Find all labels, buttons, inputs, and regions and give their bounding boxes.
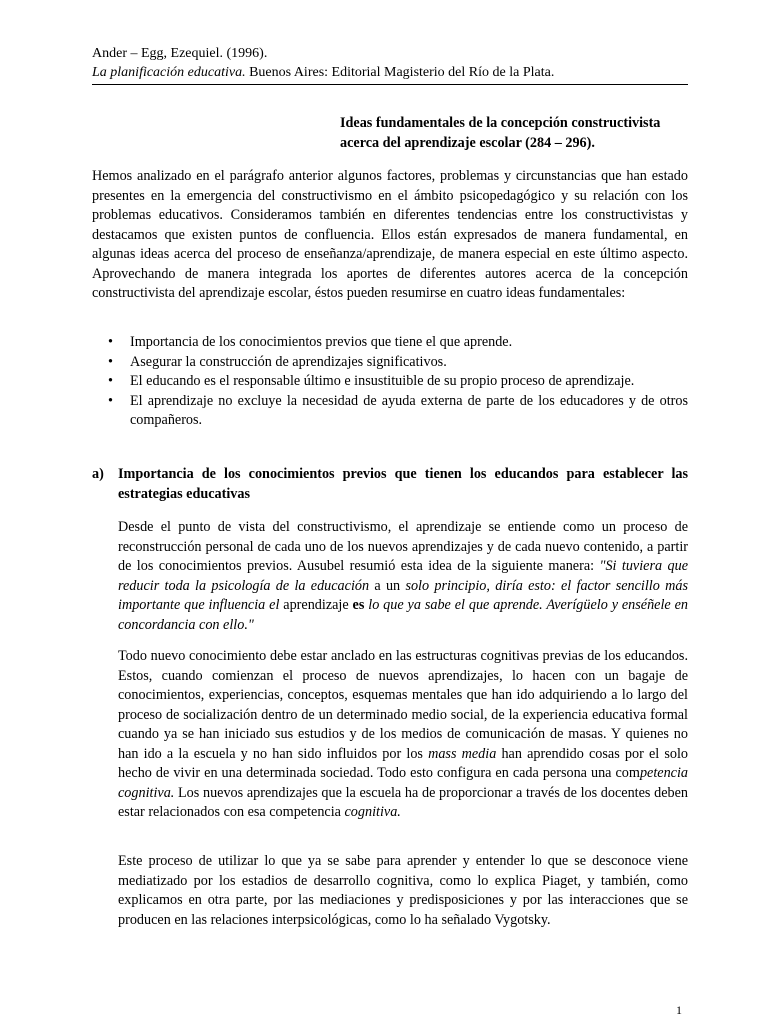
quote-text-plain: aprendizaje [279,597,353,613]
paragraph-text: Desde el punto de vista del constructivismo, el aprendizaje se entiende como un proceso de reconstrucción personal de cada uno de los nuevos aprendizajes y de cada nuevo contenido, a partir de los conocimientos previos. Ausubel resumió esta idea de la siguiente manera: [118,519,688,574]
bullet-icon: • [108,353,113,370]
subsection-heading [92,465,688,504]
intro-paragraph: Hemos analizado en el parágrafo anterior algunos factores, problemas y circunstancias que han estado presentes en la emergencia del constructivismo en el ámbito psicopedagógico y su relación con los problemas educativos. Consideramos también en diferentes tendencias entre los constructivistas y destacamos que existen puntos de confluencia. Ellos están expresados de manera fundamental, en algunas ideas acerca del proceso de enseñanza/aprendizaje, de manera especial en este último aspecto. Aprovechando de manera integrada los aportes de diferentes autores acerca de la concepción constructivista del aprendizaje escolar, éstos pueden resumirse en cuatro ideas fundamentales: [92,168,688,301]
citation-author-line: Ander – Egg, Ezequiel. (1996). [92,46,268,61]
fundamental-ideas-list [108,333,688,431]
citation-book-title: La planificación educativa. [92,65,246,80]
list-item-text: Importancia de los conocimientos previos que tiene el que aprende. [130,334,513,350]
quote-text-plain: a un [369,577,406,594]
quote-text: lo que ya sabe el que aprende. Averígüelo y enséñele en concordancia con ello." [118,597,688,633]
citation-header [92,44,688,85]
quote-emphasis: es [352,597,365,613]
list-item-text: El educando es el responsable último e insustituible de su propio proceso de aprendizaje. [130,373,635,389]
bullet-icon: • [108,392,113,409]
italic-term: petencia cognitiva. [118,765,688,801]
paragraph-text: Los nuevos aprendizajes que la escuela ha de proporcionar a través de los docentes deben estar relacionados con esa competencia [118,784,688,820]
mediation-paragraph: Este proceso de utilizar lo que ya se sabe para aprender y entender lo que se desconoce viene mediatizado por los estadios de desarrollo cognitiva, como lo explica Piaget, y también, como explicamos en otra parte, por las mediaciones y predisposiciones y por las interacciones que se producen en las relaciones interpsicológicas, como lo ha señalado Vygotsky. [118,853,688,928]
ausubel-paragraph [118,518,688,635]
subsection-letter: a) [92,466,104,482]
citation-title-line [92,63,688,82]
italic-term: mass media [428,745,497,762]
quote-text: solo principio, diría esto: el factor sencillo más importante que influencia el [118,577,688,613]
list-item-text: Asegurar la construcción de aprendizajes significativos. [130,353,447,370]
quote-text: "Si tuviera que reducir toda la psicología de la educación [118,558,688,594]
subsection-title: Importancia de los conocimientos previos que tienen los educandos para establecer las estrategias educativas [118,466,688,502]
paragraph-text: Todo nuevo conocimiento debe estar anclado en las estructuras cognitivas previas de los educandos. Estos, cuando comienzan el proceso de nuevos aprendizajes, lo hacen con un bagaje de conocimientos, experiencias, conceptos, esquemas mentales que han ido adquiriendo a lo largo del proceso de socialización dentro de un determinado medio social, de la experiencia educativa formal cuando ya se han iniciado sus estudios y de los medios de comunicación de masas. Y quienes no han ido a la escuela y no han sido influidos por los [118,648,688,762]
bullet-icon: • [108,334,113,350]
paragraph-text: han aprendido cosas por el solo hecho de vivir en una determinada sociedad. Todo esto configura en cada persona una com [118,745,688,781]
page-number: 1 [676,1003,682,1017]
section-title: Ideas fundamentales de la concepción constructivista acerca del aprendizaje escolar (284 – 296). [340,115,661,151]
italic-term: cognitiva. [344,804,401,820]
list-item [108,353,688,373]
list-item [108,372,688,392]
citation-publisher: Buenos Aires: Editorial Magisterio del Río de la Plata. [245,65,555,80]
bullet-icon: • [108,373,113,389]
list-item [108,392,688,431]
list-item-text: El aprendizaje no excluye la necesidad de ayuda externa de parte de los educadores y de otros compañeros. [130,392,688,428]
cognitive-structure-paragraph [118,647,688,823]
list-item [108,333,688,353]
